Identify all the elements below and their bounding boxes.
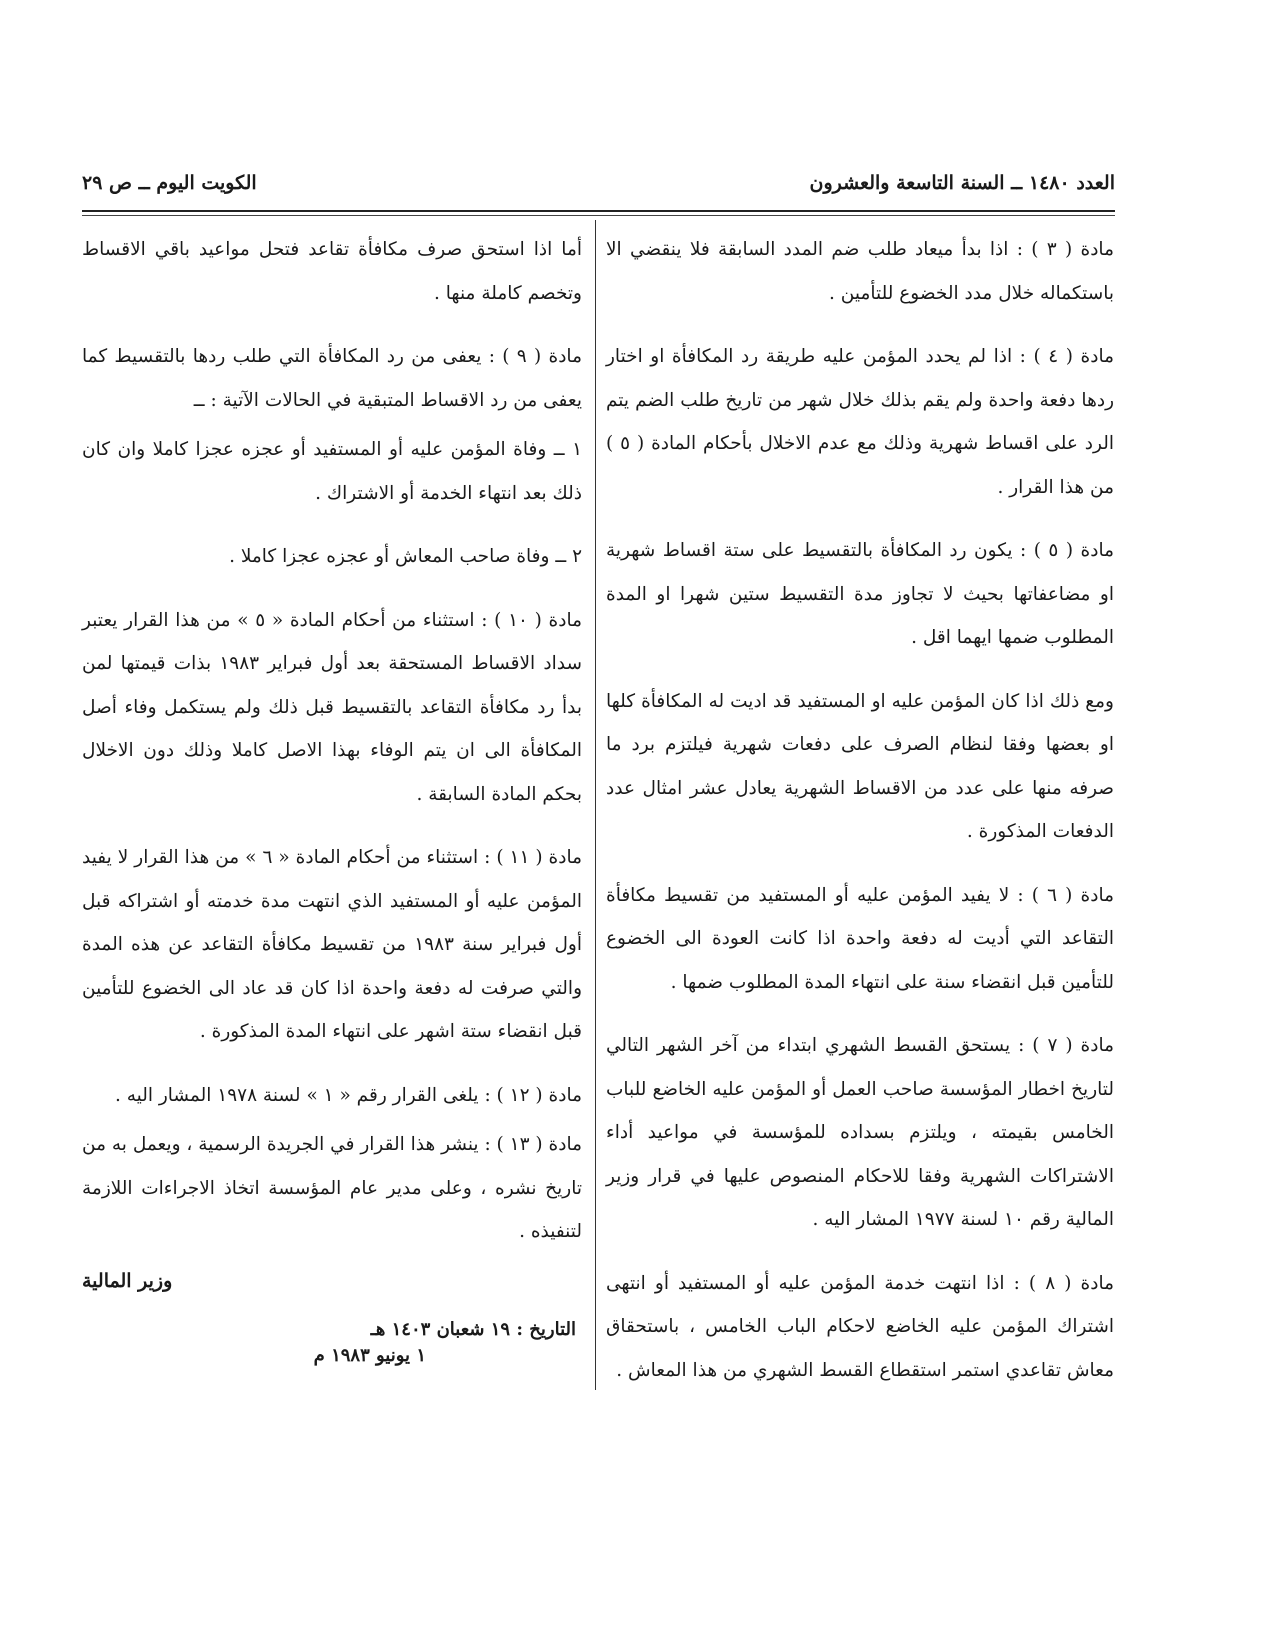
- article-9-item-1: ١ ــ وفاة المؤمن عليه أو المستفيد أو عجزه عجزا كاملا وان كان ذلك بعد انتهاء الخدمة أو الاشتراك .: [82, 439, 582, 504]
- article-8-continued: أما اذا استحق صرف مكافأة تقاعد فتحل مواعيد باقي الاقساط وتخصم كاملة منها .: [82, 239, 582, 304]
- article-8: مادة ( ٨ ) : اذا انتهت خدمة المؤمن عليه أو المستفيد أو انتهى اشتراك المؤمن عليه الخاضع لاحكام الباب الخامس ، باستحقاق معاش تقاعدي استمر استقطاع القسط الشهري من هذا المعاش .: [606, 1272, 1114, 1381]
- left-column: [82, 228, 582, 1369]
- article-4: مادة ( ٤ ) : اذا لم يحدد المؤمن عليه طريقة رد المكافأة او اختار ردها دفعة واحدة ولم يقم بذلك خلال شهر من تاريخ طلب الضم يتم الرد على اقساط شهرية وذلك مع عدم الاخلال بأحكام المادة ( ٥ ) من هذا القرار .: [606, 346, 1114, 498]
- column-divider: [595, 220, 596, 1390]
- page-header: [82, 170, 1115, 204]
- date-hijri: التاريخ : ١٩ شعبان ١٤٠٣ هـ: [370, 1319, 576, 1340]
- header-rule-thin: [82, 215, 1115, 216]
- date-gregorian: ١ يونيو ١٩٨٣ م: [313, 1345, 426, 1366]
- article-5-continued: ومع ذلك اذا كان المؤمن عليه او المستفيد قد اديت له المكافأة كلها او بعضها وفقا لنظام الصرف على دفعات شهرية فيلتزم برد ما صرفه منها على عدد من الاقساط الشهرية يعادل عشر امثال عدد الدفعات المذكورة .: [606, 690, 1114, 842]
- signature: وزير المالية: [82, 1269, 173, 1292]
- article-12: مادة ( ١٢ ) : يلغى القرار رقم « ١ » لسنة ١٩٧٨ المشار اليه .: [114, 1084, 582, 1106]
- article-6: مادة ( ٦ ) : لا يفيد المؤمن عليه أو المستفيد من تقسيط مكافأة التقاعد التي أديت له دفعة واحدة اذا كانت العودة الى الخضوع للتأمين قبل انقضاء سنة على انتهاء المدة المطلوب ضمها .: [606, 884, 1114, 993]
- article-13: مادة ( ١٣ ) : ينشر هذا القرار في الجريدة الرسمية ، ويعمل به من تاريخ نشره ، وعلى مدير عام المؤسسة اتخاذ الاجراءات اللازمة لتنفيذه .: [82, 1134, 582, 1242]
- article-11: مادة ( ١١ ) : استثناء من أحكام المادة « ٦ » من هذا القرار لا يفيد المؤمن عليه أو المستفيد الذي انتهت مدة خدمته أو اشتراكه قبل أول فبراير سنة ١٩٨٣ من تقسيط مكافأة التقاعد عن هذه المدة والتي صرفت له دفعة واحدة اذا كان قد عاد الى الخضوع للتأمين قبل انقضاء ستة اشهر على انتهاء المدة المذكورة .: [82, 847, 583, 1042]
- issue-number: العدد ١٤٨٠ ــ السنة التاسعة والعشرون: [809, 172, 1115, 194]
- journal-page: الكويت اليوم ــ ص ٢٩: [82, 172, 257, 194]
- article-7: مادة ( ٧ ) : يستحق القسط الشهري ابتداء من آخر الشهر التالي لتاريخ اخطار المؤسسة صاحب العمل أو المؤمن عليه الخاضع للباب الخامس بقيمته ، ويلتزم بسداده للمؤسسة في مواعيد أداء الاشتراكات الشهرية وفقا للاحكام المنصوص عليها في قرار وزير المالية رقم ١٠ لسنة ١٩٧٧ المشار اليه .: [606, 1035, 1114, 1230]
- article-3: مادة ( ٣ ) : اذا بدأ ميعاد طلب ضم المدد السابقة فلا ينقضي الا باستكماله خلال مدد الخضوع للتأمين .: [606, 239, 1114, 304]
- article-9: مادة ( ٩ ) : يعفى من رد المكافأة التي طلب ردها بالتقسيط كما يعفى من رد الاقساط المتبقية في الحالات الآتية : ــ: [82, 346, 582, 411]
- article-9-item-2: ٢ ــ وفاة صاحب المعاش أو عجزه عجزا كاملا .: [229, 546, 582, 567]
- header-rule: [82, 210, 1115, 212]
- article-10: مادة ( ١٠ ) : استثناء من أحكام المادة « ٥ » من هذا القرار يعتبر سداد الاقساط المستحقة بعد أول فبراير ١٩٨٣ بذات قيمتها لمن بدأ رد مكافأة التقاعد بالتقسيط قبل ذلك ولم يستكمل وفاء أصل المكافأة الى ان يتم الوفاء بهذا الاصل كاملا وذلك دون الاخلال بحكم المادة السابقة .: [82, 609, 583, 805]
- article-5: مادة ( ٥ ) : يكون رد المكافأة بالتقسيط على ستة اقساط شهرية او مضاعفاتها بحيث لا تجاوز مدة التقسيط ستين شهرا او المدة المطلوب ضمها ايهما اقل .: [606, 540, 1114, 648]
- date-block: [82, 1317, 582, 1369]
- right-column: [606, 228, 1114, 1412]
